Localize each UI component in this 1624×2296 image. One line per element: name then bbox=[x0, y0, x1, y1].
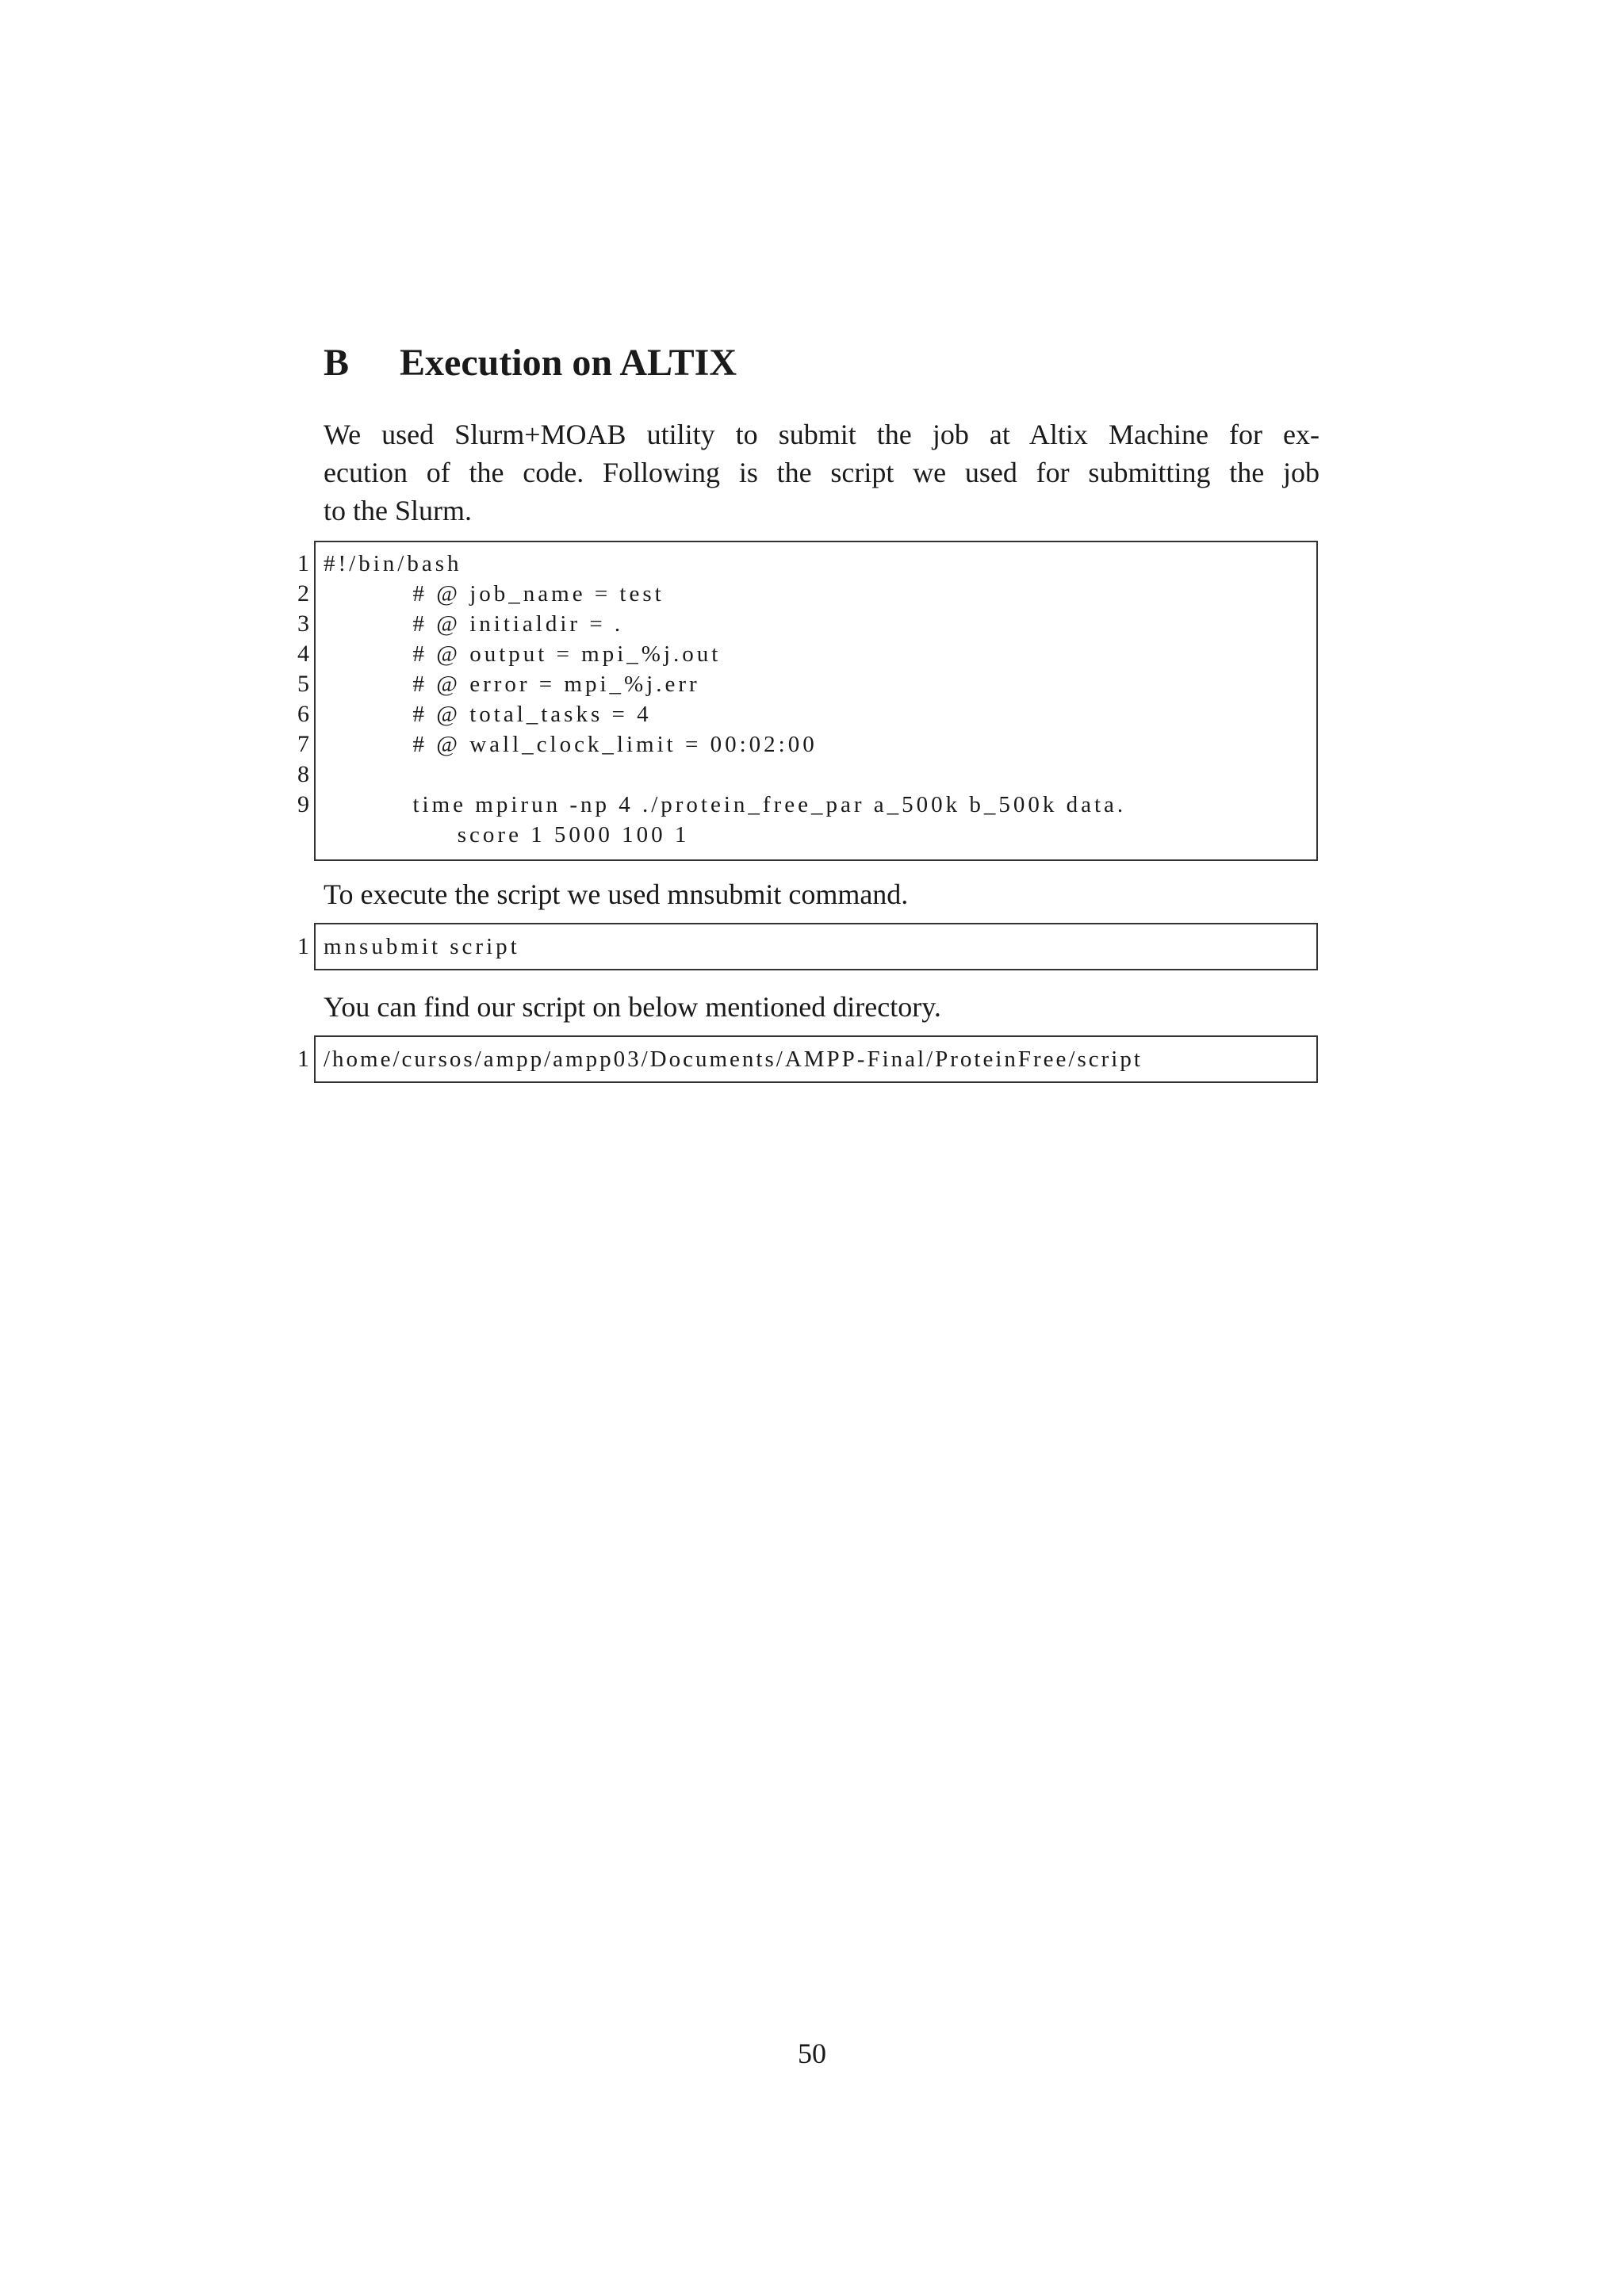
line-number: 1 bbox=[297, 1046, 309, 1072]
code-line bbox=[297, 760, 1316, 790]
line-number: 7 bbox=[297, 731, 309, 757]
command-paragraph: To execute the script we used mnsubmit command. bbox=[324, 878, 909, 910]
line-number: 8 bbox=[297, 761, 309, 787]
code-listing-job-script bbox=[297, 541, 1318, 861]
code-line-continuation bbox=[316, 820, 1316, 850]
code-line bbox=[297, 790, 1316, 820]
section-heading bbox=[324, 339, 737, 387]
section-title: Execution on ALTIX bbox=[400, 342, 737, 384]
code-text: # @ output = mpi_%j.out bbox=[324, 641, 722, 667]
line-number: 3 bbox=[297, 610, 309, 637]
code-text: # @ total_tasks = 4 bbox=[324, 702, 652, 727]
directory-paragraph: You can find our script on below mentioned directory. bbox=[324, 991, 941, 1023]
code-text: score 1 5000 100 1 bbox=[324, 822, 690, 848]
code-line bbox=[297, 639, 1316, 669]
code-text: # @ wall_clock_limit = 00:02:00 bbox=[324, 732, 818, 757]
code-line bbox=[297, 699, 1316, 729]
code-line bbox=[297, 1044, 1316, 1074]
line-number: 1 bbox=[297, 933, 309, 959]
code-text: # @ job_name = test bbox=[324, 581, 665, 607]
code-line bbox=[297, 549, 1316, 579]
code-text: /home/cursos/ampp/ampp03/Documents/AMPP-Final/ProteinFree/script bbox=[324, 1047, 1143, 1072]
code-listing-submit-command bbox=[297, 923, 1318, 970]
code-text: # @ error = mpi_%j.err bbox=[324, 672, 700, 697]
line-number: 5 bbox=[297, 671, 309, 697]
intro-line: to the Slurm. bbox=[324, 495, 472, 526]
line-number: 2 bbox=[297, 580, 309, 607]
code-line bbox=[297, 609, 1316, 639]
code-text: #!/bin/bash bbox=[324, 551, 462, 576]
intro-line: ecution of the code. Following is the script we used for submitting the job bbox=[324, 457, 1320, 488]
line-number: 4 bbox=[297, 641, 309, 667]
code-text: # @ initialdir = . bbox=[324, 611, 624, 637]
intro-line: We used Slurm+MOAB utility to submit the job at Altix Machine for ex- bbox=[324, 419, 1320, 450]
code-line bbox=[297, 669, 1316, 699]
code-line bbox=[297, 932, 1316, 962]
code-text: mnsubmit script bbox=[324, 934, 520, 959]
code-line bbox=[297, 579, 1316, 609]
page-number: 50 bbox=[798, 2038, 826, 2069]
section-number: B bbox=[324, 342, 350, 384]
code-listing-directory-path bbox=[297, 1035, 1318, 1083]
line-number: 1 bbox=[297, 550, 309, 576]
code-text: time mpirun -np 4 ./protein_free_par a_500k b_500k data. bbox=[324, 792, 1127, 817]
line-number: 9 bbox=[297, 791, 309, 817]
line-number: 6 bbox=[297, 701, 309, 727]
intro-paragraph bbox=[324, 415, 1320, 530]
code-line bbox=[297, 729, 1316, 760]
